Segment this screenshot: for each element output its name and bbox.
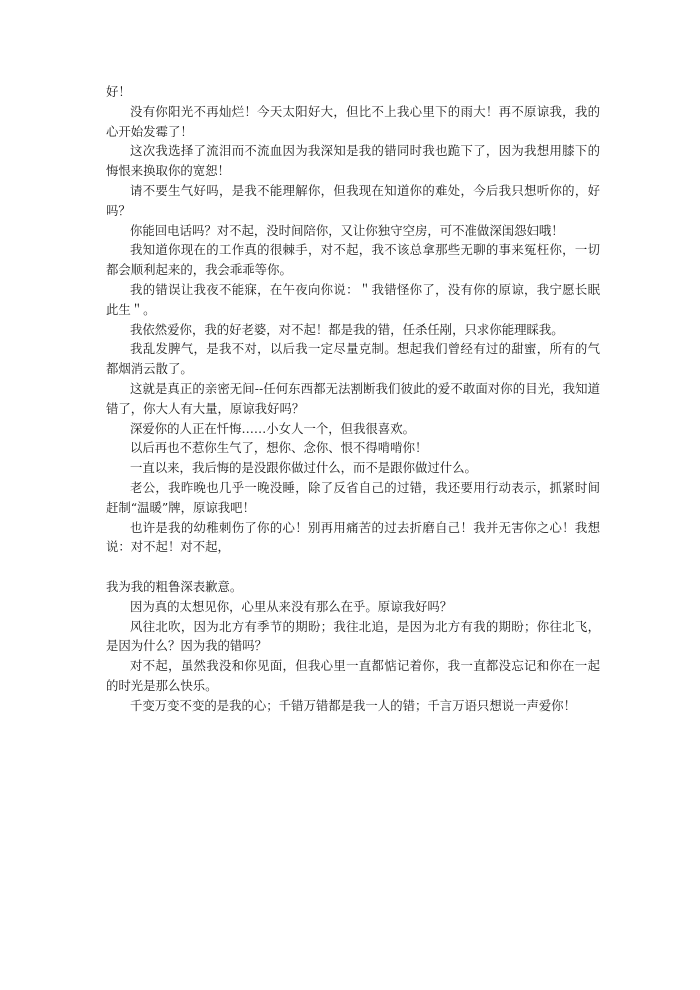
paragraph-2: 没有你阳光不再灿烂！今天太阳好大，但比不上我心里下的雨大！再不原谅我，我的心开始发霉了！ — [106, 103, 600, 139]
paragraph-20: 千变万变不变的是我的心；千错万错都是我一人的错；千言万语只想说一声爱你！ — [130, 697, 577, 713]
paragraph-14: 老公，我昨晚也几乎一晚没睡，除了反省自己的过错，我还要用行动表示，抓紧时间赶制“温暖”牌，原谅我吧！ — [106, 479, 600, 515]
paragraph-1: 好！ — [106, 84, 131, 99]
paragraph-8: 我依然爱你，我的好老婆，对不起！都是我的错，任杀任剐，只求你能理睬我。 — [130, 321, 564, 337]
document-body — [106, 82, 600, 716]
paragraph-11: 深爱你的人正在忏悔……小女人一个，但我很喜欢。 — [130, 420, 415, 436]
paragraph-4: 请不要生气好吗，是我不能理解你，但我现在知道你的难处，今后我只想听你的，好吗？ — [106, 182, 600, 218]
paragraph-13: 一直以来，我后悔的是没跟你做过什么，而不是跟你做过什么。 — [130, 460, 477, 476]
paragraph-12: 以后再也不惹你生气了，想你、念你、恨不得啃啃你！ — [130, 440, 428, 456]
paragraph-19: 对不起，虽然我没和你见面，但我心里一直都惦记着你，我一直都没忘记和你在一起的时光是那么快乐。 — [106, 658, 600, 693]
paragraph-17: 因为真的太想见你，心里从来没有那么在乎。原谅我好吗？ — [130, 598, 453, 614]
paragraph-7: 我的错误让我夜不能寐，在午夜向你说：＂我错怪你了，没有你的原谅，我宁愿长眠此生＂。 — [106, 281, 600, 317]
paragraph-18: 风往北吹，因为北方有季节的期盼；我往北追，是因为北方有我的期盼；你往北飞，是因为什么？因为我的错吗？ — [106, 618, 600, 654]
paragraph-6: 我知道你现在的工作真的很棘手，对不起，我不该总拿那些无聊的事来冤枉你，一切都会顺利起来的，我会乖乖等你。 — [106, 242, 600, 278]
paragraph-9: 我乱发脾气，是我不对，以后我一定尽量克制。想起我们曾经有过的甜蜜，所有的气都烟消云散了。 — [106, 341, 600, 377]
paragraph-3: 这次我选择了流泪而不流血因为我深知是我的错同时我也跪下了，因为我想用膝下的悔恨来换取你的宽恕！ — [106, 143, 600, 179]
blank-line — [106, 557, 600, 577]
paragraph-5: 你能回电话吗？对不起，没时间陪你，又让你独守空房，可不准做深闺怨妇哦！ — [130, 222, 564, 238]
paragraph-15: 也许是我的幼稚刺伤了你的心！别再用痛苦的过去折磨自己！我并无害你之心！我想说：对不起！对不起， — [106, 519, 600, 555]
paragraph-16: 我为我的粗鲁深表歉意。 — [106, 578, 243, 594]
paragraph-10: 这就是真正的亲密无间--任何东西都无法割断我们彼此的爱不敢面对你的目光，我知道错了，你大人有大量，原谅我好吗？ — [106, 380, 600, 416]
